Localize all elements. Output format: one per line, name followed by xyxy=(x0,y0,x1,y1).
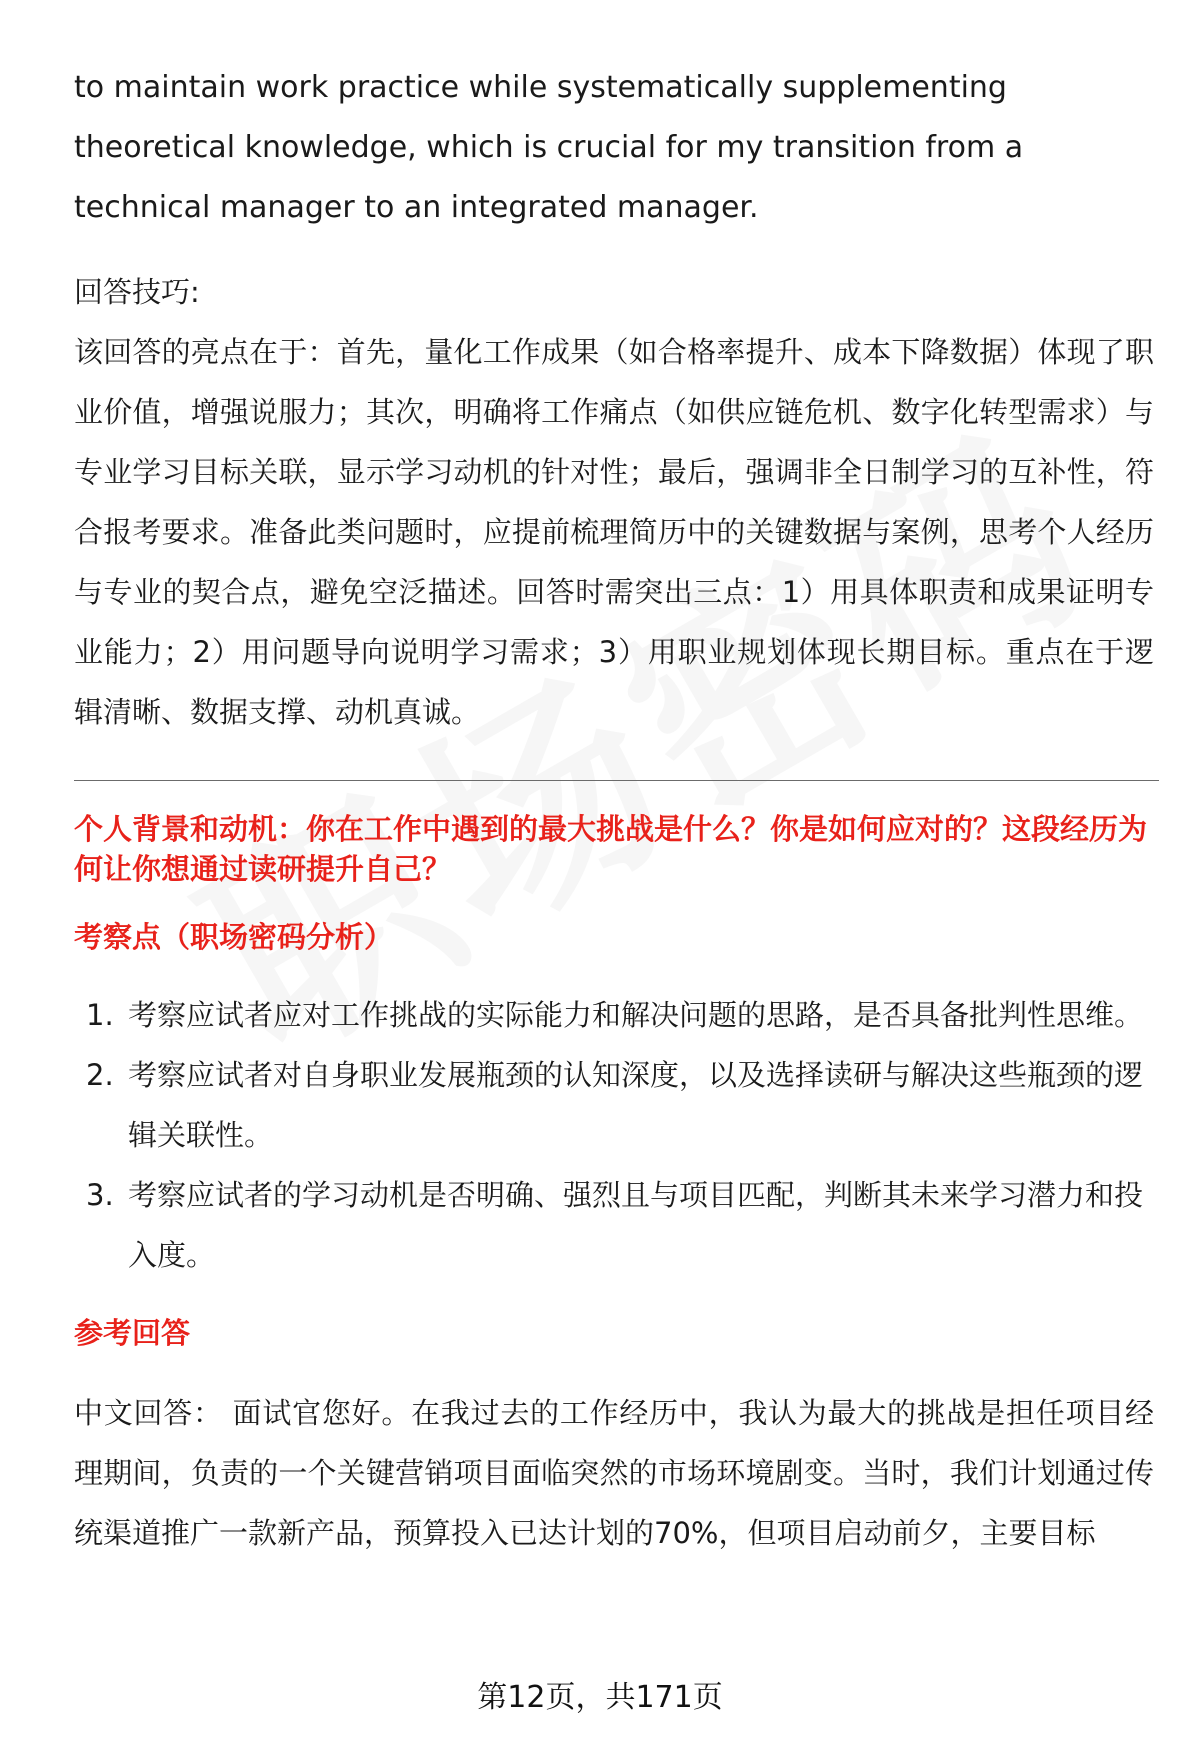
list-number: 1. xyxy=(86,998,114,1032)
section-divider xyxy=(74,780,1159,781)
list-item-text: 考察应试者应对工作挑战的实际能力和解决问题的思路，是否具备批判性思维。 xyxy=(128,998,1144,1032)
list-item xyxy=(74,1045,1154,1165)
tips-paragraph: 该回答的亮点在于：首先，量化工作成果（如合格率提升、成本下降数据）体现了职业价值，增强说服力；其次，明确将工作痛点（如供应链危机、数字化转型需求）与专业学习目标关联，显示学习动机的针对性；最后，强调非全日制学习的互补性，符合报考要求。准备此类问题时，应提前梳理简历中的关键数据与案例，思考个人经历与专业的契合点，避免空泛描述。回答时需突出三点：1）用具体职责和成果证明专业能力；2）用问题导向说明学习需求；3）用职业规划体现长期目标。重点在于逻辑清晰、数据支撑、动机真诚。 xyxy=(74,335,1154,729)
exam-points-list xyxy=(74,985,1154,1285)
list-number: 3. xyxy=(86,1178,114,1212)
list-item xyxy=(74,985,1154,1045)
reference-heading: 参考回答 xyxy=(74,1316,191,1350)
tips-label: 回答技巧: xyxy=(74,275,200,309)
list-item-text: 考察应试者的学习动机是否明确、强烈且与项目匹配，判断其未来学习潜力和投入度。 xyxy=(128,1178,1144,1272)
intro-paragraph: to maintain work practice while systematically supplementing theoretical knowledge, which is crucial for my transition from a technical manager to an integrated manager. xyxy=(74,70,1024,225)
exam-points-heading: 考察点（职场密码分析） xyxy=(74,920,394,954)
question-heading: 个人背景和动机：你在工作中遇到的最大挑战是什么？你是如何应对的？这段经历为何让你想通过读研提升自己？ xyxy=(74,812,1148,886)
list-item-text: 考察应试者对自身职业发展瓶颈的认知深度，以及选择读研与解决这些瓶颈的逻辑关联性。 xyxy=(128,1058,1144,1152)
list-item xyxy=(74,1165,1154,1285)
document-page xyxy=(74,58,1154,1563)
page-footer: 第12页，共171页 xyxy=(477,1680,723,1715)
list-number: 2. xyxy=(86,1058,114,1092)
reference-answer-paragraph: 中文回答： 面试官您好。在我过去的工作经历中，我认为最大的挑战是担任项目经理期间，负责的一个关键营销项目面临突然的市场环境剧变。当时，我们计划通过传统渠道推广一款新产品，预算投入已达计划的70%，但项目启动前夕，主要目标 xyxy=(74,1396,1154,1550)
